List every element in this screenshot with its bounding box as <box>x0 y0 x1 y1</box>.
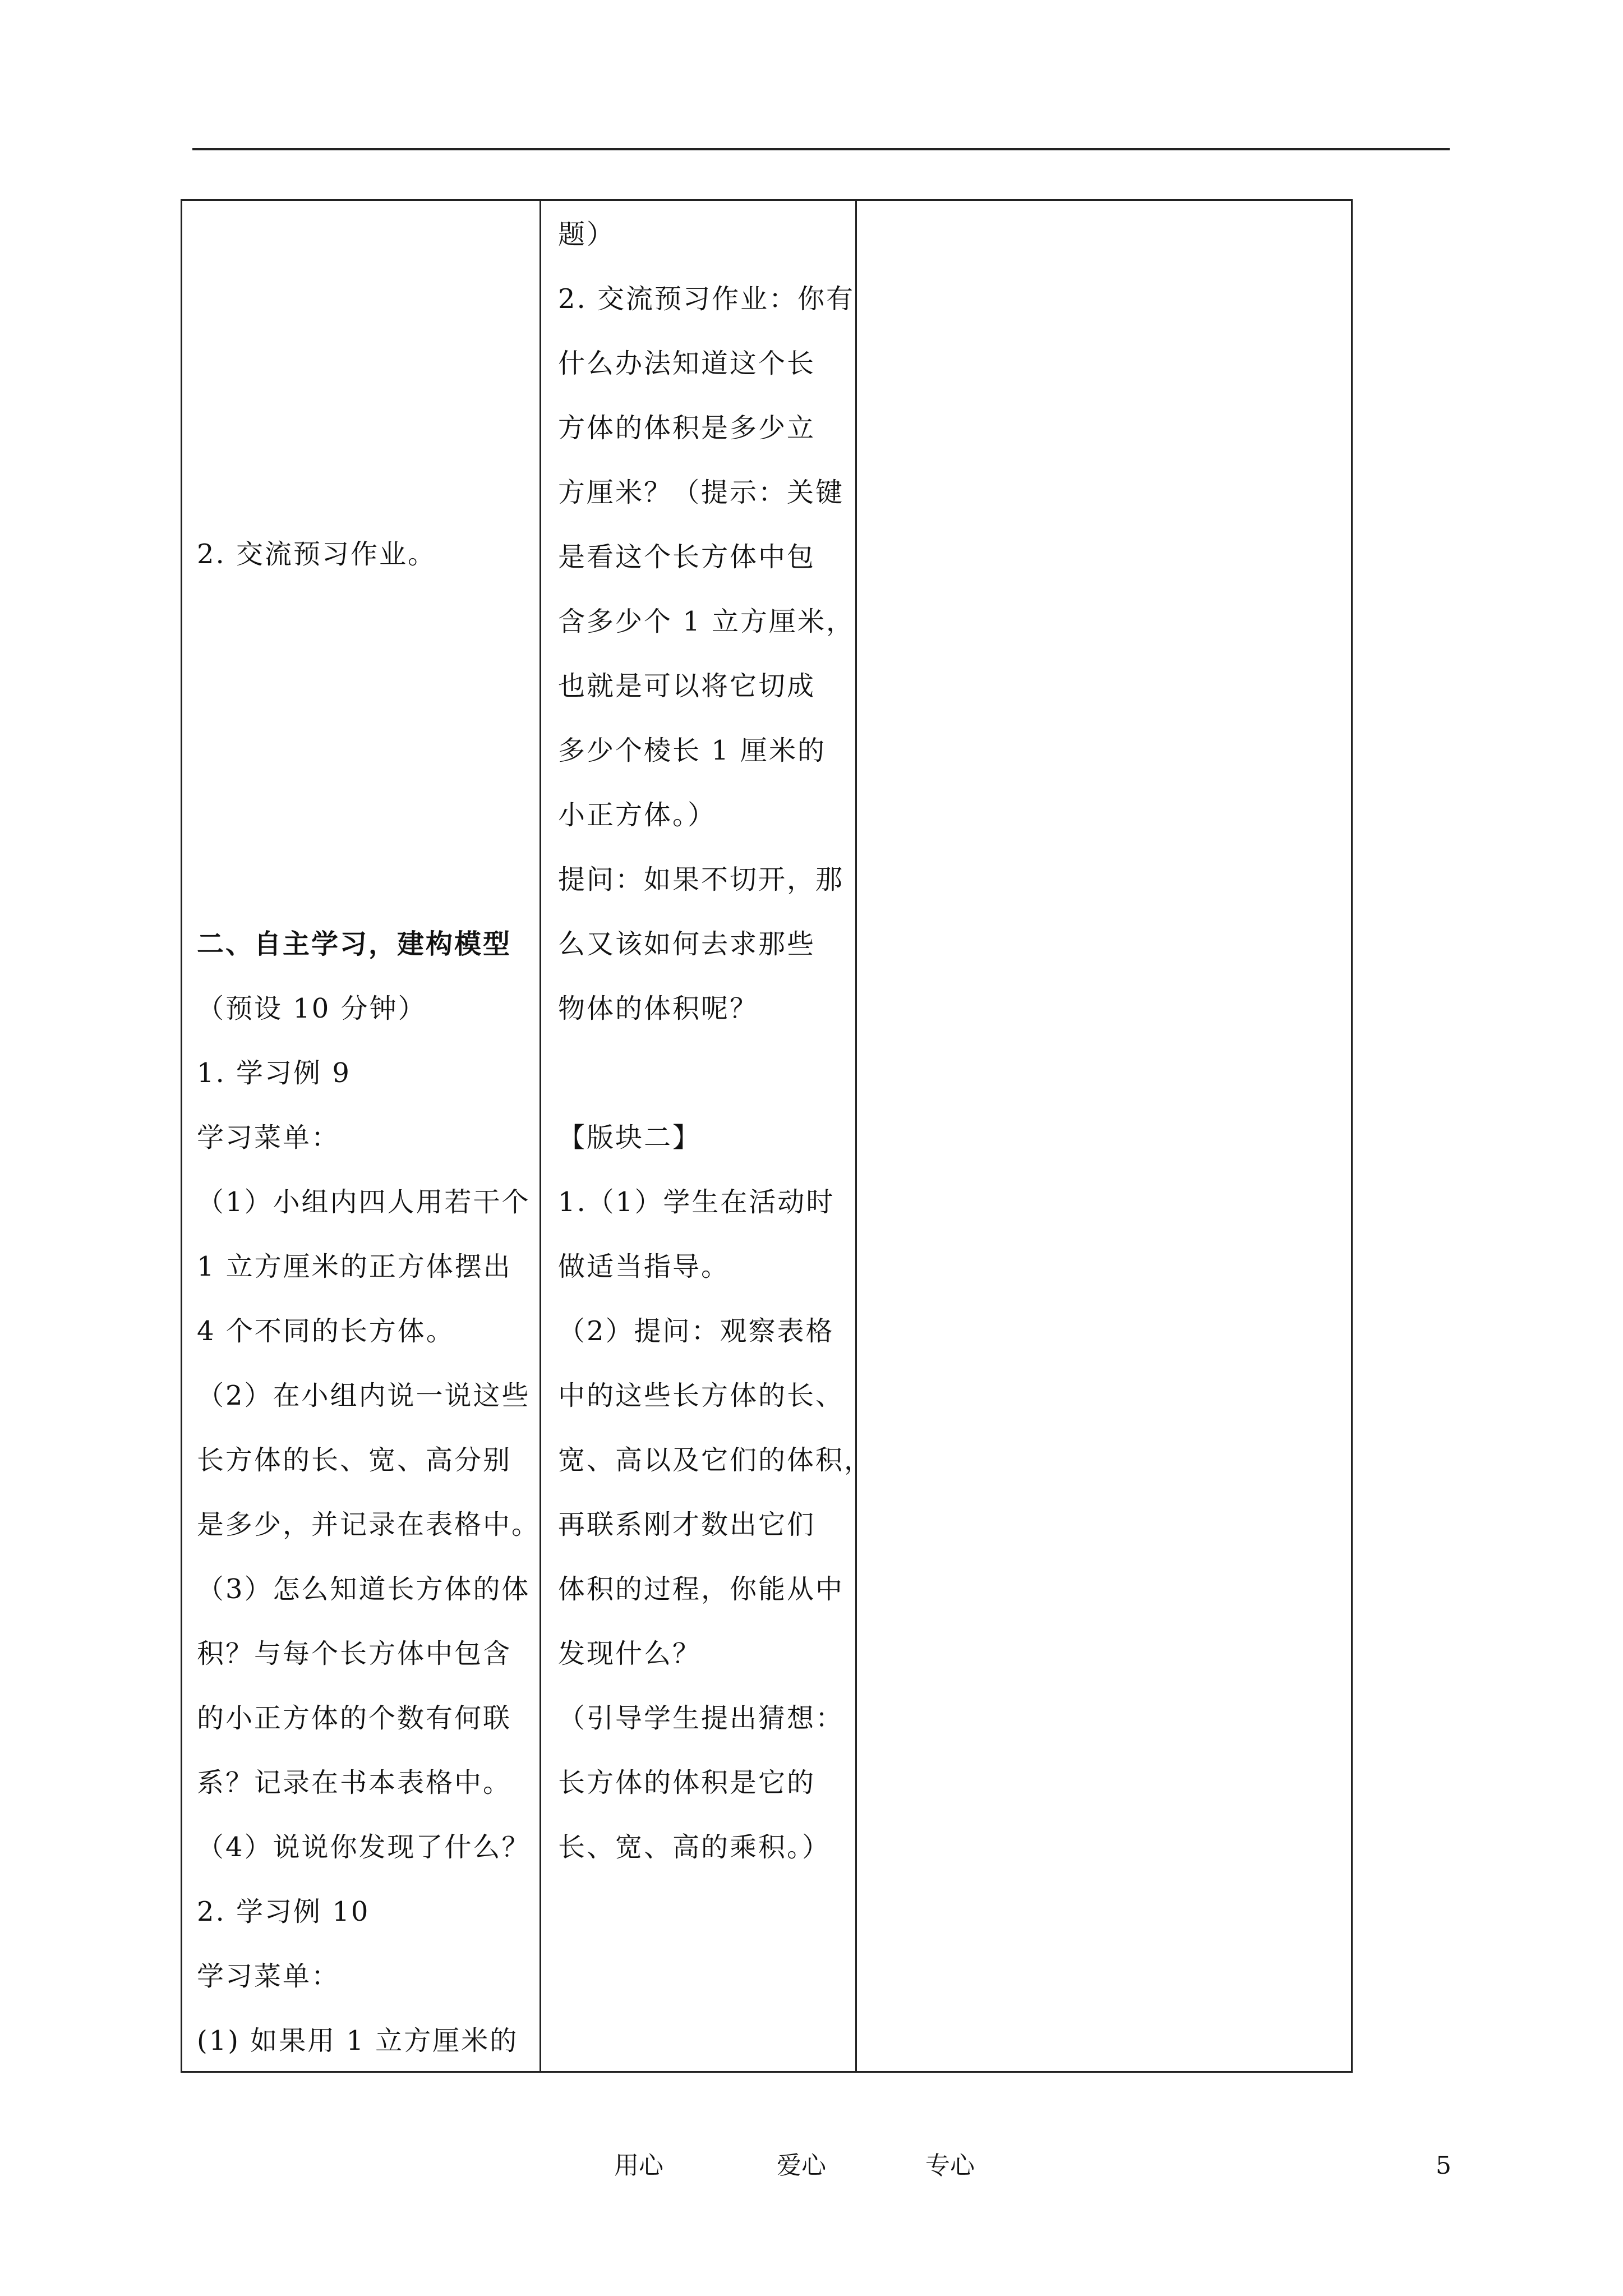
col2-text-line: 做适当指导。 <box>558 1251 730 1282</box>
col2-text-line: 发现什么？ <box>558 1638 702 1669</box>
col2-text-line: 多少个棱长 1 厘米的 <box>558 735 827 766</box>
footer-motto-item: 专心 <box>925 2151 975 2180</box>
col1-text-line: 学习菜单： <box>197 1122 340 1153</box>
lesson-table <box>181 199 1353 2073</box>
col2-text-line: 中的这些长方体的长、 <box>558 1380 845 1411</box>
col2-text-line: （2）提问：观察表格 <box>558 1315 834 1347</box>
column-teacher-guidance <box>541 201 873 2071</box>
footer-motto-item: 用心 <box>614 2151 663 2180</box>
col2-text-line: 小正方体。） <box>558 799 717 831</box>
page-number: 5 <box>1436 2151 1451 2180</box>
col2-text-line: 2. 交流预习作业：你有 <box>558 283 855 315</box>
col1-text-line: 积？与每个长方体中包含 <box>197 1638 512 1669</box>
col2-text-line: 含多少个 1 立方厘米， <box>558 606 855 637</box>
col1-text-line: (1) 如果用 1 立方厘米的 <box>197 2025 519 2056</box>
col2-text-line: 方体的体积是多少立 <box>558 412 816 444</box>
col1-text-line: 1. 学习例 9 <box>197 1057 351 1089</box>
col2-text-line: 宽、高以及它们的体积， <box>558 1444 873 1476</box>
col1-text-line: 是多少，并记录在表格中。 <box>197 1509 541 1540</box>
col1-text-line: 的小正方体的个数有何联 <box>197 1703 512 1734</box>
col2-text-line: 再联系刚才数出它们 <box>558 1509 816 1540</box>
footer-motto-item: 爱心 <box>777 2151 826 2180</box>
col2-text-line: 题） <box>558 219 616 250</box>
col1-text-line: 2. 交流预习作业。 <box>197 539 437 570</box>
col2-text-line: 体积的过程，你能从中 <box>558 1573 845 1605</box>
col2-text-line: 什么办法知道这个长 <box>558 348 816 379</box>
col2-text-line: 1.（1）学生在活动时 <box>558 1186 835 1218</box>
col1-text-line: 系？记录在书本表格中。 <box>197 1767 512 1798</box>
col1-text-line: （预设 10 分钟） <box>197 993 427 1024</box>
col2-text-line: 长方体的体积是它的 <box>558 1767 816 1798</box>
col1-text-line: 二、自主学习，建构模型 <box>197 928 512 960</box>
col1-text-line: （2）在小组内说一说这些 <box>197 1380 531 1411</box>
column-student-activity <box>182 201 541 2071</box>
col2-text-line: 提问：如果不切开，那 <box>558 864 845 895</box>
col2-text-line: 是看这个长方体中包 <box>558 541 816 573</box>
col1-text-line: （3）怎么知道长方体的体 <box>197 1573 531 1605</box>
col2-text-line: 物体的体积呢？ <box>558 993 759 1024</box>
header-rule <box>192 148 1450 150</box>
col2-text-line: 长、宽、高的乘积。） <box>558 1832 831 1863</box>
col2-text-line: 【版块二】 <box>558 1122 702 1153</box>
col1-text-line: 学习菜单： <box>197 1961 340 1992</box>
col2-text-line: 么又该如何去求那些 <box>558 928 816 960</box>
col2-text-line: 方厘米？（提示：关键 <box>558 477 845 508</box>
col2-text-line: （引导学生提出猜想： <box>558 1703 845 1734</box>
col1-text-line: 长方体的长、宽、高分别 <box>197 1444 512 1476</box>
col1-text-line: 2. 学习例 10 <box>197 1896 370 1927</box>
column-notes <box>857 201 1351 2071</box>
col1-text-line: 4 个不同的长方体。 <box>197 1315 455 1347</box>
col1-text-line: （1）小组内四人用若干个 <box>197 1186 531 1218</box>
col2-text-line: 也就是可以将它切成 <box>558 670 816 702</box>
col1-text-line: （4）说说你发现了什么？ <box>197 1832 531 1863</box>
col1-text-line: 1 立方厘米的正方体摆出 <box>197 1251 512 1282</box>
